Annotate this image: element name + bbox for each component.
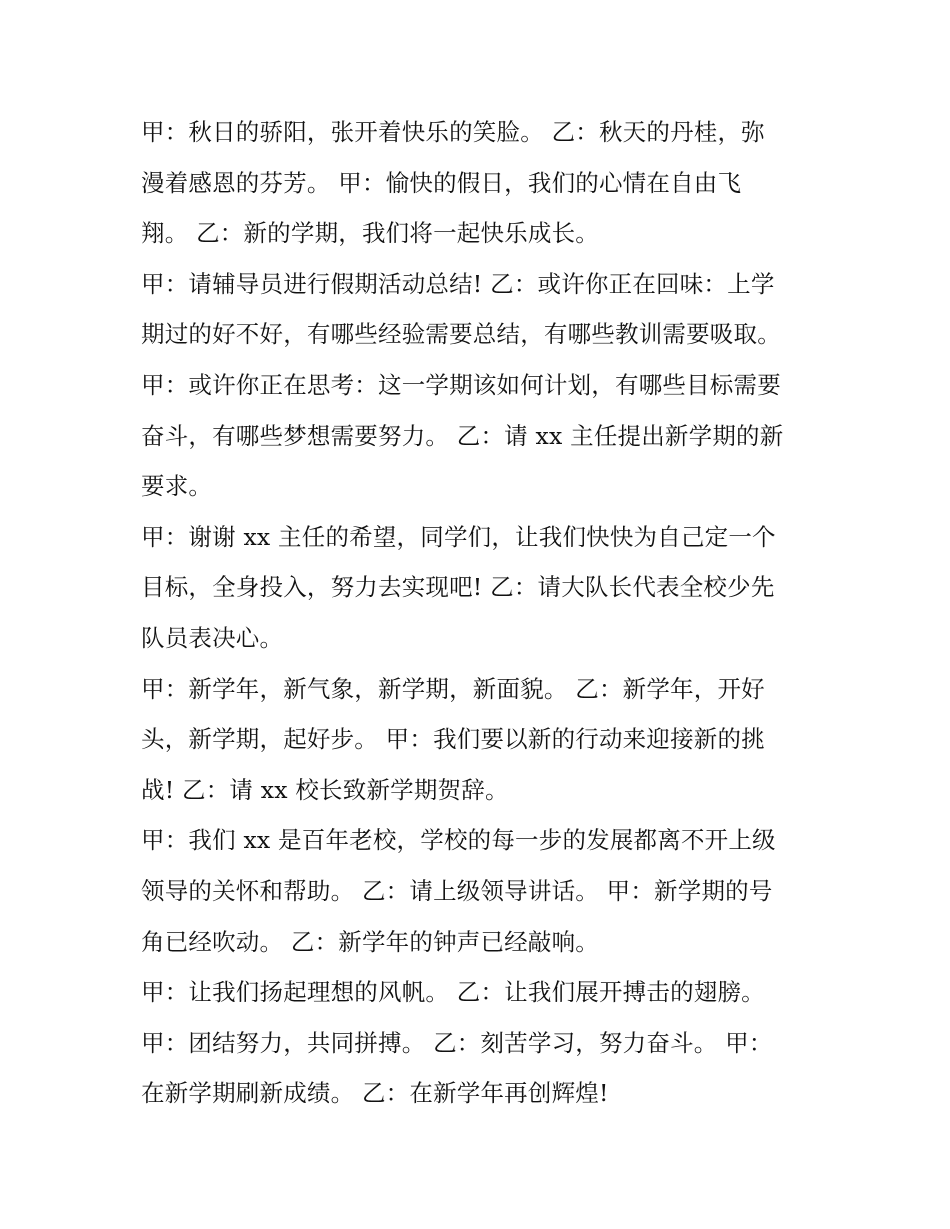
paragraph-2	[141, 259, 821, 512]
text-line: 战! 乙：请 xx 校长致新学期贺辞。	[141, 775, 509, 804]
text-line: 甲：新学年，新气象，新学期，新面貌。 乙：新学年，开好	[141, 674, 765, 703]
text-line: 甲：请辅导员进行假期活动总结! 乙：或许你正在回味：上学	[141, 269, 775, 298]
document-body	[141, 107, 821, 1119]
text-line: 甲：我们 xx 是百年老校，学校的每一步的发展都离不开上级	[141, 826, 776, 855]
text-line: 甲：谢谢 xx 主任的希望，同学们，让我们快快为自己定一个	[141, 522, 776, 551]
paragraph-1	[141, 107, 821, 259]
text-line: 头，新学期，起好步。 甲：我们要以新的行动来迎接新的挑	[141, 725, 765, 754]
text-line: 甲：让我们扬起理想的风帆。 乙：让我们展开搏击的翅膀。	[141, 978, 765, 1007]
text-line: 奋斗，有哪些梦想需要努力。 乙：请 xx 主任提出新学期的新	[141, 421, 784, 450]
paragraph-6	[141, 967, 821, 1018]
text-line: 期过的好不好，有哪些经验需要总结，有哪些教训需要吸取。	[141, 320, 781, 349]
paragraph-3	[141, 512, 821, 664]
text-line: 队员表决心。	[141, 623, 284, 652]
text-line: 要求。	[141, 472, 213, 501]
paragraph-4	[141, 664, 821, 816]
text-line: 漫着感恩的芬芳。 甲：愉快的假日，我们的心情在自由飞	[141, 168, 742, 197]
paragraph-5	[141, 815, 821, 967]
text-line: 领导的关怀和帮助。 乙：请上级领导讲话。 甲：新学期的号	[141, 876, 773, 905]
paragraph-7	[141, 1018, 821, 1119]
text-line: 甲：或许你正在思考：这一学期该如何计划，有哪些目标需要	[141, 370, 781, 399]
text-line: 甲：秋日的骄阳，张开着快乐的笑脸。 乙：秋天的丹桂，弥	[141, 118, 765, 146]
text-line: 在新学期刷新成绩。 乙：在新学年再创辉煌!	[141, 1079, 609, 1108]
text-line: 甲：团结努力，共同拼搏。 乙：刻苦学习，努力奋斗。 甲：	[141, 1028, 773, 1057]
text-line: 目标，全身投入，努力去实现吧! 乙：请大队长代表全校少先	[141, 573, 775, 602]
text-line: 角已经吹动。 乙：新学年的钟声已经敲响。	[141, 927, 599, 956]
text-line: 翔。 乙：新的学期，我们将一起快乐成长。	[141, 219, 599, 248]
